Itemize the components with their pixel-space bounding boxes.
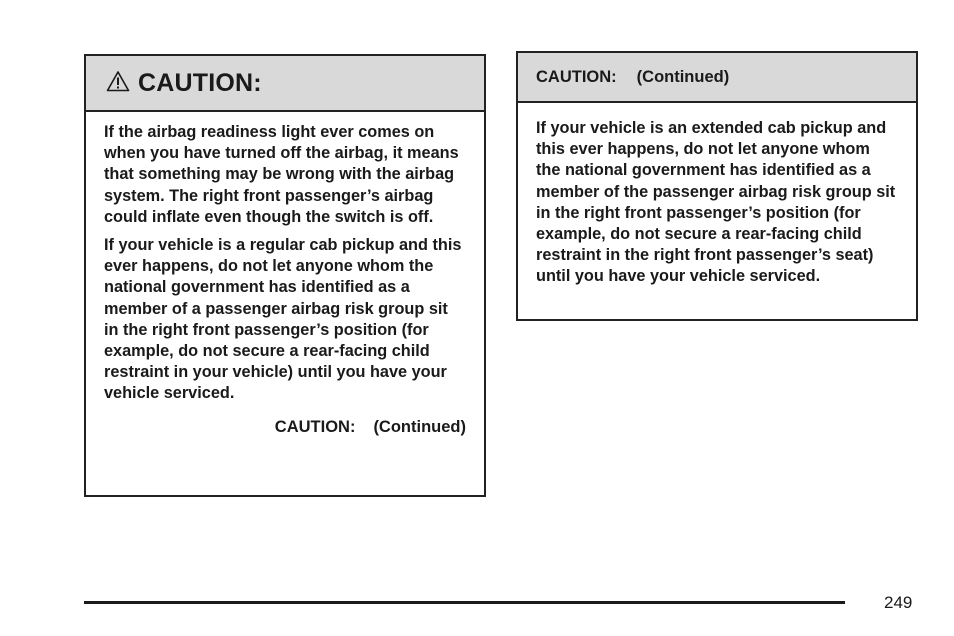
caution-title: CAUTION: xyxy=(138,68,262,97)
caution-continued-box xyxy=(516,51,918,321)
continued-header-label: CAUTION: xyxy=(536,67,617,86)
page-number: 249 xyxy=(884,593,913,612)
caution-paragraph-1: If the airbag readiness light ever comes on when you have turned off the airbag, it means that something may be wrong with the airbag system. The right front passenger’s airbag could inflate even though the switch is off. xyxy=(104,123,459,226)
caution-header xyxy=(86,56,484,112)
continued-header-title xyxy=(536,68,729,87)
footer-rule xyxy=(84,601,845,604)
continued-header xyxy=(518,53,916,103)
continued-note-suffix: (Continued) xyxy=(373,417,466,436)
continued-body xyxy=(518,103,916,288)
caution-continued-note xyxy=(104,417,466,438)
continued-header-suffix: (Continued) xyxy=(636,67,730,86)
continued-note-label: CAUTION: xyxy=(274,417,356,436)
continued-paragraph: If your vehicle is an extended cab pickup and this ever happens, do not let anyone whom the national government has identified as a member of the passenger airbag risk group sit in the right front passenger’s position (for example, do not secure a rear-facing child restraint in the right front passenger’s seat) until you have your vehicle serviced. xyxy=(536,119,896,286)
caution-paragraph-2: If your vehicle is a regular cab pickup and this ever happens, do not let anyone whom the national government has identified as a member of a passenger airbag risk group sit in the right front passenger’s position (for example, do not secure a rear-facing child restraint in your vehicle) until you have your vehicle serviced. xyxy=(104,236,462,403)
caution-box xyxy=(84,54,486,497)
warning-triangle-icon xyxy=(106,70,130,97)
caution-body xyxy=(86,112,484,438)
